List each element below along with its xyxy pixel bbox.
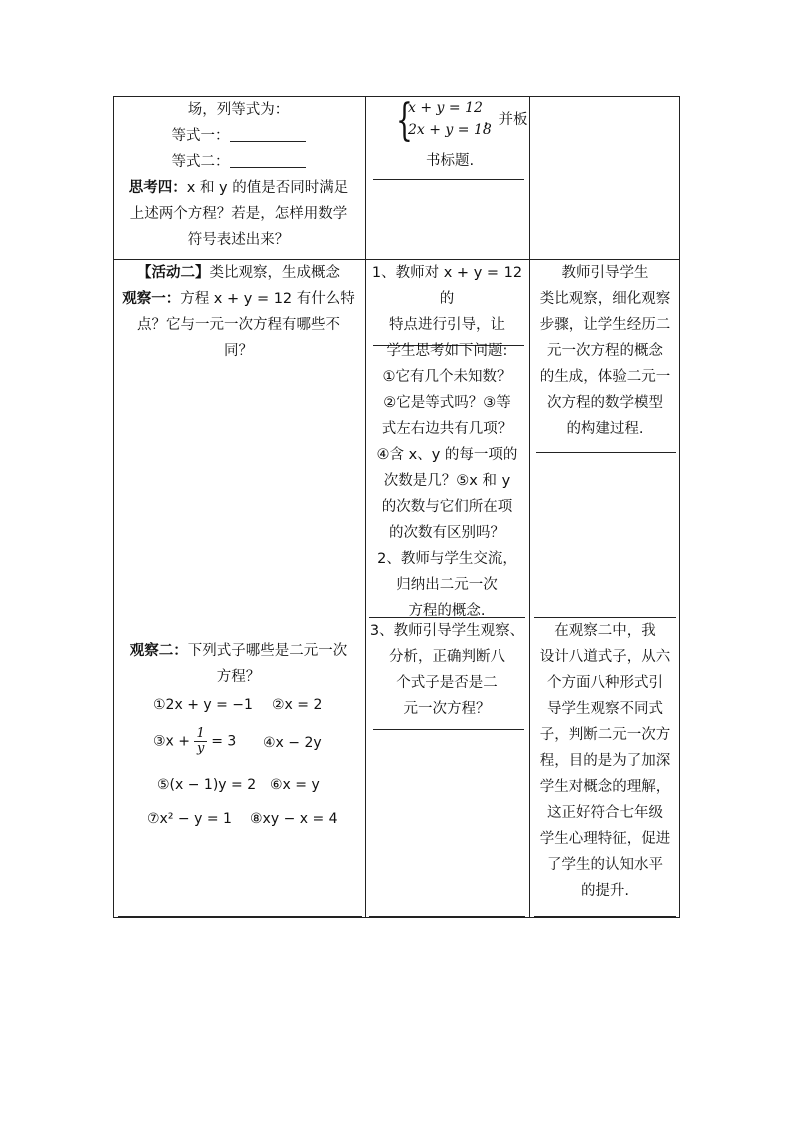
row3-left-cell [113, 638, 364, 690]
system-equation-2: 2x + y = 18 [408, 122, 492, 138]
row1-mid-line2: 书标题. [426, 153, 475, 169]
row1-left-cell [113, 97, 364, 253]
row2-mid-l13: 方程的概念. [408, 603, 486, 619]
row3-right-cell [530, 618, 680, 904]
row2-left-cell [113, 260, 364, 364]
after-system-text: ，并板 [484, 112, 528, 128]
underline-right-2 [536, 452, 676, 453]
expression-2: ②x = 2 [272, 697, 323, 713]
row2-right-l3: 步骤，让学生经历二 [539, 317, 671, 333]
row3-mid-l2: 分析，正确判断八 [389, 649, 505, 665]
equation-two-line [113, 149, 364, 175]
think4-label: 思考四： [128, 180, 187, 196]
row2-right-l6: 次方程的数学模型 [547, 395, 663, 411]
expression-3-denominator: y [196, 741, 205, 756]
row2-mid-l7: ④含 x、y 的每一项的 [376, 447, 518, 463]
observe-one-text-c: 同？ [224, 343, 253, 359]
equation-two-blank [230, 152, 306, 168]
equation-two-label: 等式二： [171, 154, 230, 170]
think4-text-c: 符号表述出来？ [187, 232, 290, 248]
row3-right-l6: 程，目的是为了加深 [539, 753, 671, 769]
row2-right-l2: 类比观察，细化观察 [539, 291, 671, 307]
expression-4: ④x − 2y [263, 735, 322, 751]
row2-mid-l8: 次数是几？⑤x 和 y [383, 473, 511, 489]
row2-right-l5: 的生成，体验二元一 [539, 369, 671, 385]
observe-one-text-b: 点？它与一元一次方程有哪些不 [137, 317, 340, 333]
row3-mid-l1: 3、教师引导学生观察、 [369, 623, 525, 639]
observe-two-label: 观察二： [129, 643, 188, 659]
activity-two-label: 【活动二】 [137, 265, 210, 281]
row3-right-l5: 子，判断二元一次方 [539, 727, 671, 743]
think4-text-a: x 和 y 的值是否同时满足 [186, 180, 349, 196]
equation-one-label: 等式一： [171, 128, 230, 144]
observe-one-text-a: 方程 x + y = 12 有什么特 [180, 291, 355, 307]
row3-mid-cell [365, 618, 529, 722]
underline-mid-1 [373, 179, 524, 180]
row2-mid-cell [365, 260, 529, 624]
expression-3 [153, 727, 236, 756]
row3-right-l11: 的提升. [580, 883, 630, 899]
think4-line-a [113, 175, 364, 201]
row2-right-l1: 教师引导学生 [561, 265, 649, 281]
observe-two-line-a [113, 638, 364, 664]
expression-7: ⑦x² − y = 1 [147, 811, 232, 827]
row2-mid-l3: 学生思考如下问题: [386, 343, 508, 359]
row2-mid-l10: 的次数有区别吗？ [389, 525, 505, 541]
row2-mid-l5: ②它是等式吗？③等 [383, 395, 511, 411]
row2-mid-l6: 式左右边共有几项？ [381, 421, 513, 437]
row3-mid-l3: 个式子是否是二 [396, 675, 498, 691]
row3-right-l1: 在观察二中，我 [554, 623, 656, 639]
row3-right-l9: 学生心理特征，促进 [539, 831, 671, 847]
expression-8: ⑧xy − x = 4 [250, 811, 338, 827]
row1-left-line1: 场，列等式为： [187, 102, 290, 118]
row2-mid-l1: 1、教师对 x + y = 12 的 [371, 265, 523, 307]
row3-right-l2: 设计八道式子，从六 [539, 649, 671, 665]
expression-3-fraction [194, 727, 206, 756]
row3-right-l8: 这正好符合七年级 [547, 805, 663, 821]
row3-right-l10: 了学生的认知水平 [547, 857, 663, 873]
bottom-line-left [118, 916, 362, 917]
activity-two-text: 类比观察，生成概念 [209, 265, 340, 281]
expression-3-suffix: = 3 [211, 733, 237, 750]
row2-mid-l4: ①它有几个未知数？ [382, 369, 512, 385]
row3-mid-l4: 元一次方程？ [403, 701, 491, 717]
observe-two-text-b: 方程？ [216, 669, 261, 685]
left-brace-icon: { [396, 95, 413, 146]
expression-1: ①2x + y = −1 [153, 697, 253, 713]
row2-mid-l11: 2、教师与学生交流， [377, 551, 517, 567]
expression-3-prefix: ③x + [153, 733, 191, 750]
row2-mid-l9: 的次数与它们所在项 [381, 499, 513, 515]
expression-3-numerator: 1 [196, 726, 205, 741]
observe-one-label: 观察一： [122, 291, 181, 307]
think4-text-b: 上述两个方程？若是，怎样用数学 [129, 206, 348, 222]
equation-one-line [113, 123, 364, 149]
row2-right-cell [530, 260, 680, 442]
equation-one-blank [230, 126, 306, 142]
row2-right-l4: 元一次方程的概念 [547, 343, 663, 359]
expression-5: ⑤(x − 1)y = 2 [157, 777, 257, 793]
row2-mid-l2: 特点进行引导，让 [389, 317, 505, 333]
expression-6: ⑥x = y [270, 777, 320, 793]
observe-one-line-a [113, 286, 364, 312]
system-equation-1: x + y = 12 [408, 100, 483, 116]
bottom-line-right [534, 916, 676, 917]
underline-mid-3 [373, 729, 524, 730]
row3-right-l7: 学生对概念的理解， [539, 779, 671, 795]
activity-two-line [113, 260, 364, 286]
row2-mid-l12: 归纳出二元一次 [396, 577, 498, 593]
row3-right-l4: 导学生观察不同式 [547, 701, 663, 717]
observe-two-text-a: 下列式子哪些是二元一次 [187, 643, 348, 659]
row2-right-l7: 的构建过程. [566, 421, 644, 437]
row3-right-l3: 个方面八种形式引 [547, 675, 663, 691]
bottom-line-mid [369, 916, 525, 917]
